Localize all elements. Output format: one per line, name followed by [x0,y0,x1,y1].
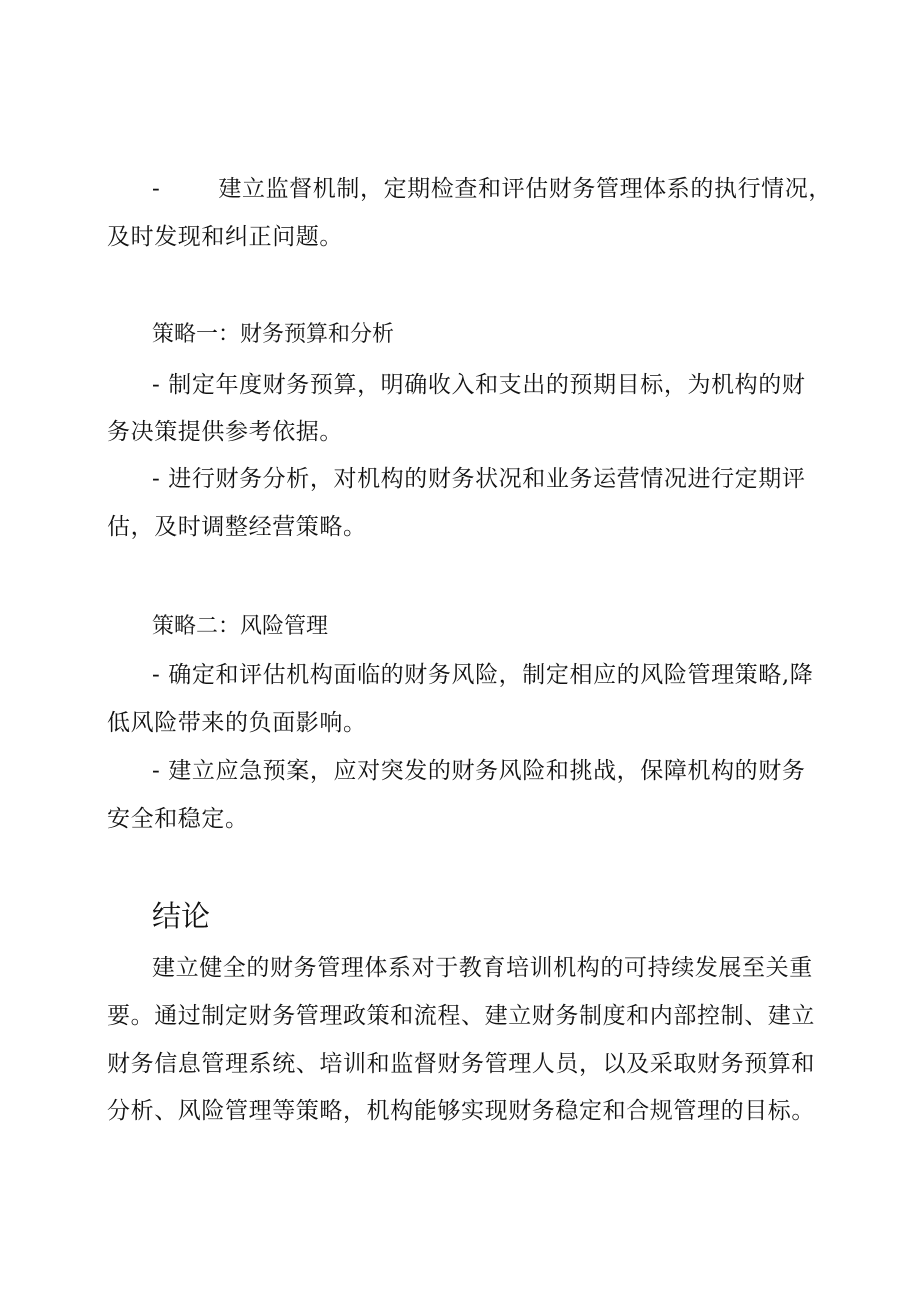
strategy1-heading: 策略一：财务预算和分析 [152,322,395,347]
strategy1-item1-line1: - 制定年度财务预算，明确收入和支出的预期目标，为机构的财 [152,372,806,398]
strategy2-heading: 策略二：风险管理 [152,614,329,639]
strategy1-item2-line1: - 进行财务分析，对机构的财务状况和业务运营情况进行定期评 [152,466,806,492]
intro-line-1: 建立监督机制，定期检查和评估财务管理体系的执行情况， [218,176,832,202]
strategy2-item1-line2: 低风险带来的负面影响。 [107,710,367,736]
strategy1-item2-line2: 估，及时调整经营策略。 [107,514,367,540]
intro-bullet-line [152,174,832,204]
strategy1-item1-line2: 务决策提供参考依据。 [107,419,343,445]
strategy2-item2-line1: - 建立应急预案，应对突发的财务风险和挑战，保障机构的财务 [152,758,806,784]
bullet-dash: - [152,176,161,202]
conclusion-line-3: 财务信息管理系统、培训和监督财务管理人员，以及采取财务预算和 [107,1051,815,1077]
conclusion-line-1: 建立健全的财务管理体系对于教育培训机构的可持续发展至关重 [152,955,813,981]
intro-line-2: 及时发现和纠正问题。 [107,224,343,250]
strategy2-item2-line2: 安全和稳定。 [107,806,249,832]
strategy2-item1-line1: - 确定和评估机构面临的财务风险，制定相应的风险管理策略,降 [152,662,814,688]
conclusion-heading: 结论 [152,899,211,933]
conclusion-line-2: 要。通过制定财务管理政策和流程、建立财务制度和内部控制、建立 [107,1003,815,1029]
conclusion-line-4: 分析、风险管理等策略，机构能够实现财务稳定和合规管理的目标。 [107,1098,815,1124]
